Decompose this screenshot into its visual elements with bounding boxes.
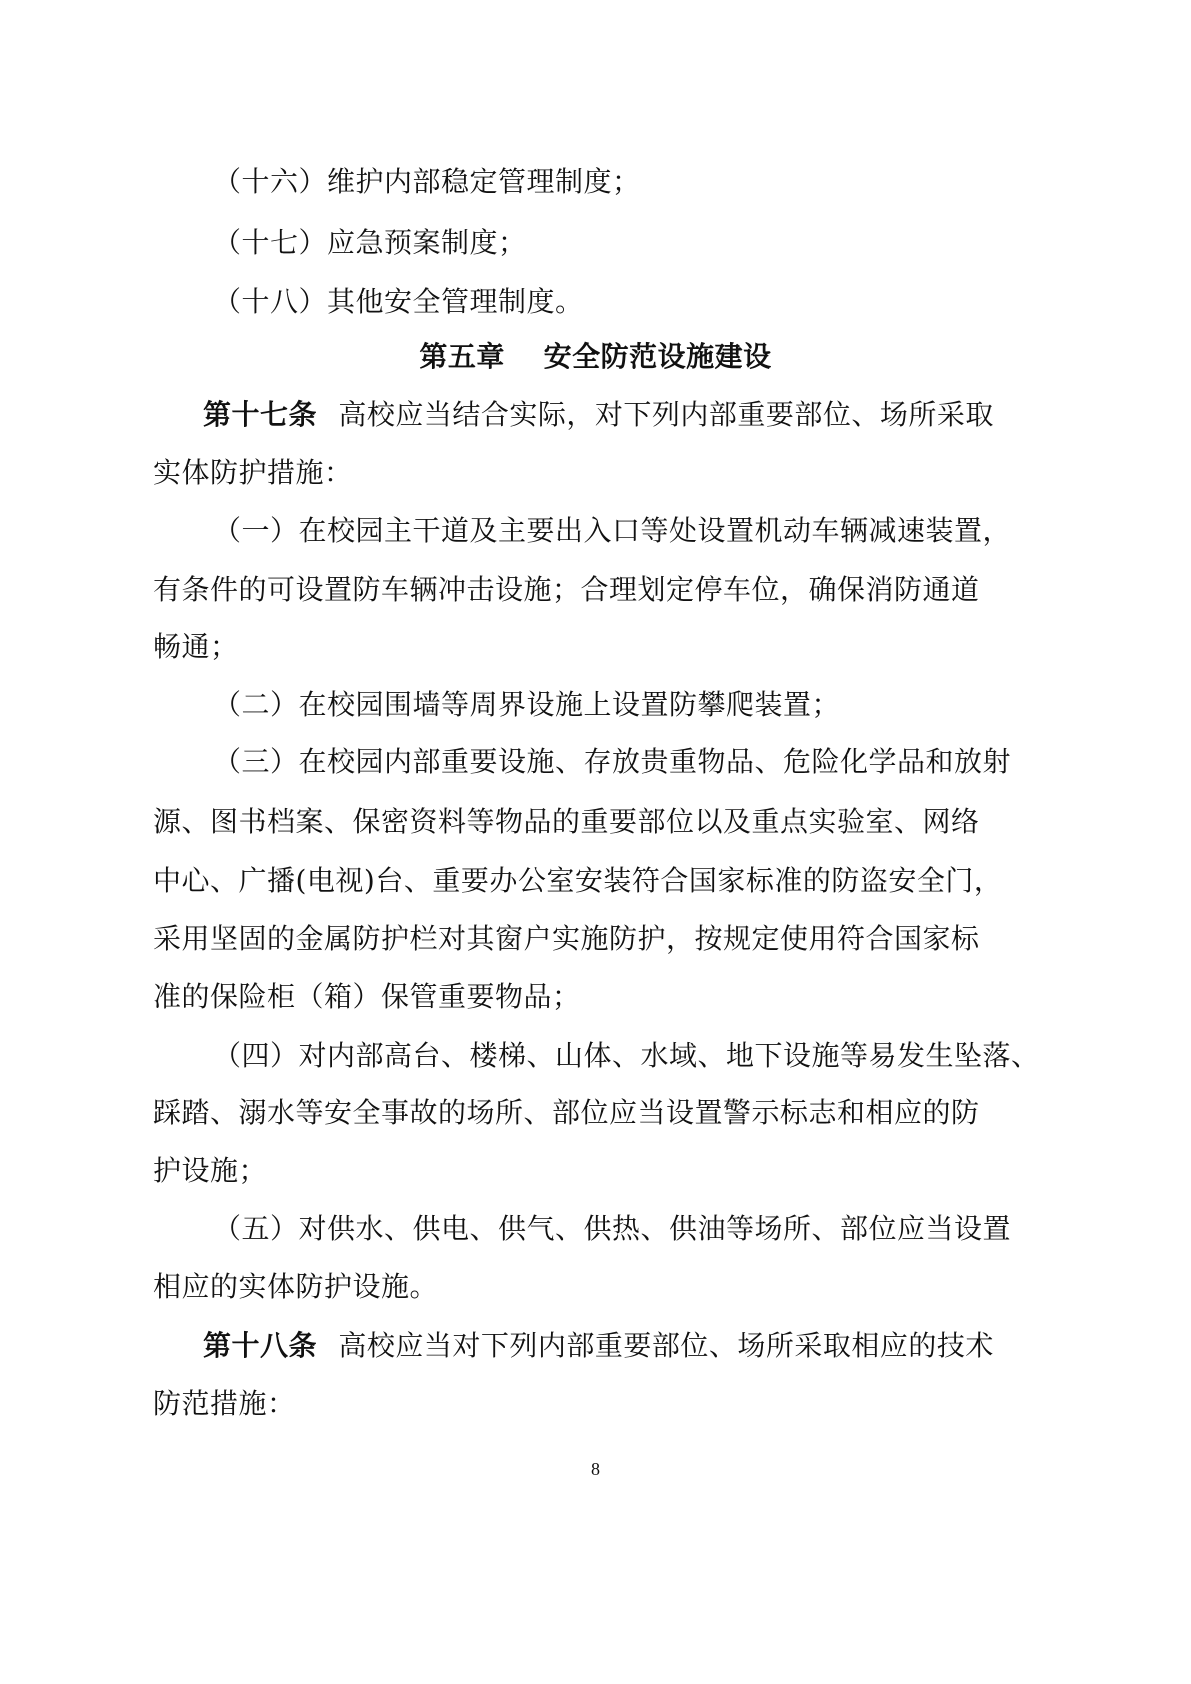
list-item-17: （十七）应急预案制度；: [213, 226, 527, 259]
article-17-item-line: 相应的实体防护设施。: [153, 1270, 439, 1303]
page-number: 8: [591, 1459, 600, 1479]
list-item-18: （十八）其他安全管理制度。: [213, 285, 584, 318]
article-17-item-line: （一）在校园主干道及主要出入口等处设置机动车辆减速装置，: [213, 514, 1012, 547]
article-17-item-line: 采用坚固的金属防护栏对其窗户实施防护，按规定使用符合国家标: [153, 922, 980, 955]
article-17-item-line: （二）在校园围墙等周界设施上设置防攀爬装置；: [213, 688, 841, 721]
article-18-label: 第十八条: [203, 1329, 318, 1362]
article-17-item-line: 畅通；: [153, 630, 239, 663]
article-17-item-line: 中心、广播(电视)台、重要办公室安装符合国家标准的防盗安全门，: [153, 864, 1003, 897]
article-17-item-line: （三）在校园内部重要设施、存放贵重物品、危险化学品和放射: [213, 745, 1012, 778]
article-17-item-line: （五）对供水、供电、供气、供热、供油等场所、部位应当设置: [213, 1212, 1012, 1245]
article-18-text-line2: 防范措施：: [153, 1387, 296, 1420]
article-17-item-line: （四）对内部高台、楼梯、山体、水域、地下设施等易发生坠落、: [213, 1039, 1040, 1072]
article-17-text-line2: 实体防护措施：: [153, 456, 353, 489]
article-17-item-line: 源、图书档案、保密资料等物品的重要部位以及重点实验室、网络: [153, 805, 980, 838]
article-17-item-line: 准的保险柜（箱）保管重要物品；: [153, 980, 581, 1013]
article-17-item-line: 护设施；: [153, 1154, 268, 1187]
article-17-label: 第十七条: [203, 398, 318, 431]
article-17-first-line: [203, 398, 994, 432]
article-17-item-line: 有条件的可设置防车辆冲击设施；合理划定停车位，确保消防通道: [153, 573, 980, 606]
article-18-first-line: [203, 1329, 994, 1363]
article-18-text-line1: 高校应当对下列内部重要部位、场所采取相应的技术: [338, 1329, 994, 1362]
chapter-title: 第五章 安全防范设施建设: [419, 340, 772, 373]
article-17-item-line: 踩踏、溺水等安全事故的场所、部位应当设置警示标志和相应的防: [153, 1096, 980, 1129]
list-item-16: （十六）维护内部稳定管理制度；: [213, 165, 641, 198]
article-17-text-line1: 高校应当结合实际，对下列内部重要部位、场所采取: [338, 398, 994, 431]
